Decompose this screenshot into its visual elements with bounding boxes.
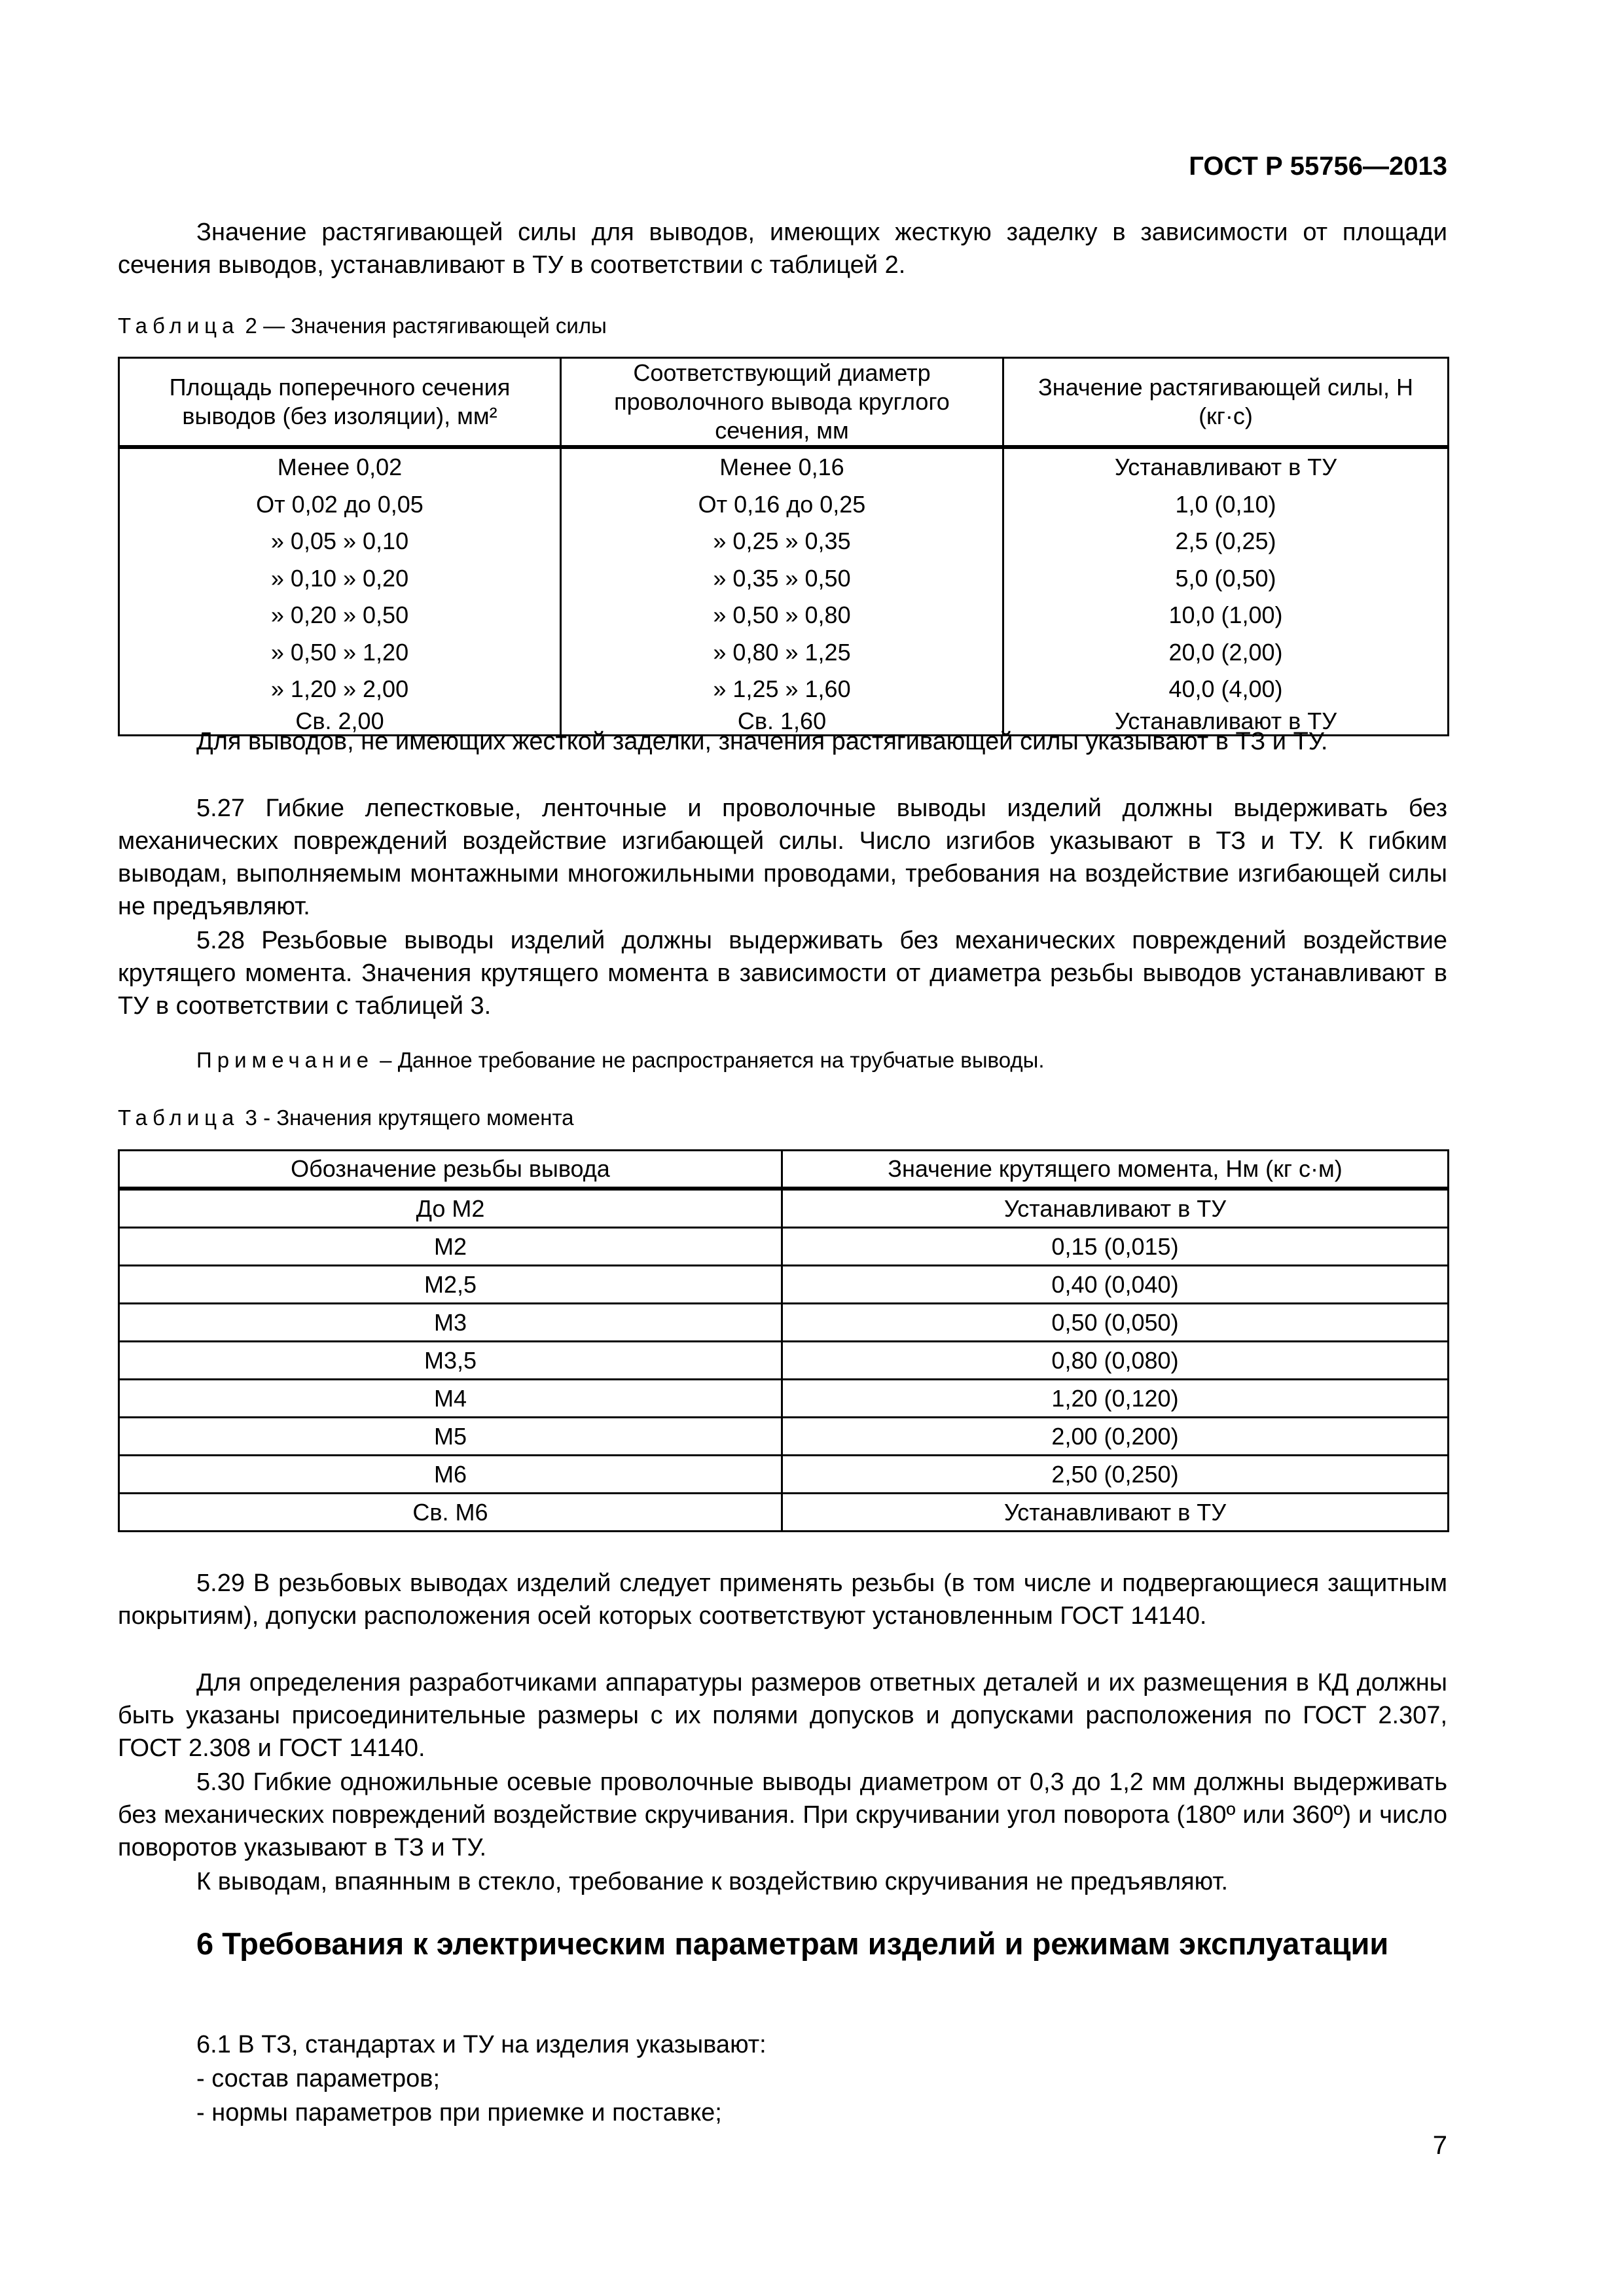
- table2-row: [119, 634, 1449, 672]
- table2-cell: » 0,35 » 0,50: [561, 560, 1003, 598]
- table3-row: [119, 1456, 1449, 1494]
- table3-row: [119, 1266, 1449, 1304]
- table3-cell: До М2: [119, 1189, 782, 1228]
- table3-cell: М3: [119, 1304, 782, 1342]
- table2-cell: 40,0 (4,00): [1003, 671, 1449, 708]
- table3-cell: 2,50 (0,250): [782, 1456, 1449, 1494]
- table2-cell: От 0,02 до 0,05: [119, 486, 561, 524]
- table2-header-cell: Соответствующий диаметр проволочного вывода круглого сечения, мм: [561, 358, 1003, 448]
- table2-cell: Менее 0,02: [119, 447, 561, 486]
- table2-cell: 1,0 (0,10): [1003, 486, 1449, 524]
- table2-cell: » 0,20 » 0,50: [119, 597, 561, 634]
- table2-cell: » 1,25 » 1,60: [561, 671, 1003, 708]
- list-item: - состав параметров;: [196, 2065, 441, 2092]
- table2-row: [119, 486, 1449, 524]
- table3-cell: Св. М6: [119, 1494, 782, 1532]
- table2-cell: Св. 1,60: [561, 708, 1003, 736]
- table2-cell: » 0,05 » 0,10: [119, 523, 561, 560]
- table3-row: [119, 1189, 1449, 1228]
- paragraph-6-1: 6.1 В ТЗ, стандартах и ТУ на изделия указывают:: [196, 2031, 767, 2058]
- table3-row: [119, 1494, 1449, 1532]
- table2-cell: От 0,16 до 0,25: [561, 486, 1003, 524]
- table3-row: [119, 1304, 1449, 1342]
- table2-caption-word: Таблица: [118, 314, 240, 338]
- table3-cell: 1,20 (0,120): [782, 1380, 1449, 1418]
- paragraph-5-28: 5.28 Резьбовые выводы изделий должны выдерживать без механических повреждений воздействие крутящего момента. Значения крутящего момента в зависимости от диаметра резьбы выводов устанавливают в ТУ в соответствии с таблицей 3.: [118, 927, 1447, 1020]
- table2-cell: Устанавливают в ТУ: [1003, 447, 1449, 486]
- table2-row: [119, 671, 1449, 708]
- table3-cell: 0,15 (0,015): [782, 1228, 1449, 1266]
- table3-header-cell: Обозначение резьбы вывода: [119, 1151, 782, 1189]
- paragraph-5-29-b: Для определения разработчиками аппаратуры размеров ответных деталей и их размещения в КД должны быть указаны присоединительные размеры с их полями допусков и допусками расположения по ГОСТ 2.307, ГОСТ 2.308 и ГОСТ 14140.: [118, 1669, 1447, 1762]
- table3-cell: 2,00 (0,200): [782, 1418, 1449, 1456]
- paragraph-after-table2: Для выводов, не имеющих жесткой заделки, значения растягивающей силы указывают в ТЗ и ТУ.: [196, 728, 1328, 755]
- table3-row: [119, 1380, 1449, 1418]
- table3-header-cell: Значение крутящего момента, Нм (кг с·м): [782, 1151, 1449, 1189]
- table3-cell: М4: [119, 1380, 782, 1418]
- table2-cell: » 0,25 » 0,35: [561, 523, 1003, 560]
- table3-row: [119, 1418, 1449, 1456]
- table3-header-row: [119, 1151, 1449, 1189]
- table2-row: [119, 560, 1449, 598]
- table3-caption-text: 3 - Значения крутящего момента: [239, 1105, 574, 1130]
- table2-header-row: [119, 358, 1449, 448]
- table3-caption: [118, 1105, 574, 1131]
- table2-cell: » 0,50 » 1,20: [119, 634, 561, 672]
- table3-cell: М2,5: [119, 1266, 782, 1304]
- table2-caption: [118, 313, 607, 339]
- table3-cell: М2: [119, 1228, 782, 1266]
- table2-header-cell: Значение растягивающей силы, Н (кг·с): [1003, 358, 1449, 448]
- table3-row: [119, 1342, 1449, 1380]
- table3-cell: М5: [119, 1418, 782, 1456]
- table2: [118, 357, 1449, 736]
- table2-row: [119, 447, 1449, 486]
- note-text: – Данное требование не распространяется на трубчатые выводы.: [374, 1048, 1045, 1072]
- intro-paragraph: Значение растягивающей силы для выводов, имеющих жесткую заделку в зависимости от площади сечения выводов, устанавливают в ТУ в соответствии с таблицей 2.: [118, 219, 1447, 279]
- table2-cell: 2,5 (0,25): [1003, 523, 1449, 560]
- paragraph-5-29: 5.29 В резьбовых выводах изделий следует применять резьбы (в том числе и подвергающиеся защитным покрытиям), допуски расположения осей которых соответствуют установленным ГОСТ 14140.: [118, 1570, 1447, 1630]
- paragraph-5-30-b: К выводам, впаянным в стекло, требование к воздействию скручивания не предъявляют.: [196, 1868, 1229, 1895]
- table3-cell: М3,5: [119, 1342, 782, 1380]
- table2-cell: 10,0 (1,00): [1003, 597, 1449, 634]
- table2-cell: Св. 2,00: [119, 708, 561, 736]
- table3-caption-word: Таблица: [118, 1105, 240, 1130]
- note: [196, 1047, 1044, 1073]
- table2-row: [119, 597, 1449, 634]
- table3-cell: 0,40 (0,040): [782, 1266, 1449, 1304]
- table2-cell: 20,0 (2,00): [1003, 634, 1449, 672]
- document-header: ГОСТ Р 55756—2013: [1189, 152, 1447, 181]
- table2-caption-text: 2 — Значения растягивающей силы: [239, 314, 607, 338]
- table2-header-cell: Площадь поперечного сечения выводов (без изоляции), мм²: [119, 358, 561, 448]
- note-label: Примечание: [196, 1048, 374, 1072]
- table3-cell: 0,80 (0,080): [782, 1342, 1449, 1380]
- paragraph-5-27: 5.27 Гибкие лепестковые, ленточные и проволочные выводы изделий должны выдерживать без механических повреждений воздействие изгибающей силы. Число изгибов указывают в ТЗ и ТУ. К гибким выводам, выполняемым монтажными многожильными проводами, требования на воздействие изгибающей силы не предъявляют.: [118, 795, 1447, 920]
- paragraph-5-30: 5.30 Гибкие одножильные осевые проволочные выводы диаметром от 0,3 до 1,2 мм должны выдерживать без механических повреждений воздействие скручивания. При скручивании угол поворота (180º или 360º) и число поворотов указывают в ТЗ и ТУ.: [118, 1768, 1447, 1861]
- table3-cell: Устанавливают в ТУ: [782, 1494, 1449, 1532]
- table3-cell: М6: [119, 1456, 782, 1494]
- table3-row: [119, 1228, 1449, 1266]
- list-item: - нормы параметров при приемке и поставке;: [196, 2099, 722, 2126]
- table2-cell: Менее 0,16: [561, 447, 1003, 486]
- table3: [118, 1149, 1449, 1532]
- table2-cell: » 1,20 » 2,00: [119, 671, 561, 708]
- table3-cell: 0,50 (0,050): [782, 1304, 1449, 1342]
- table2-cell: » 0,50 » 0,80: [561, 597, 1003, 634]
- page-number: 7: [1432, 2131, 1447, 2160]
- table2-row: [119, 523, 1449, 560]
- table2-cell: » 0,10 » 0,20: [119, 560, 561, 598]
- table2-cell: 5,0 (0,50): [1003, 560, 1449, 598]
- table2-cell: » 0,80 » 1,25: [561, 634, 1003, 672]
- table2-cell: Устанавливают в ТУ: [1003, 708, 1449, 736]
- table3-cell: Устанавливают в ТУ: [782, 1189, 1449, 1228]
- section-6-heading: 6 Требования к электрическим параметрам изделий и режимам эксплуатации: [196, 1926, 1389, 1961]
